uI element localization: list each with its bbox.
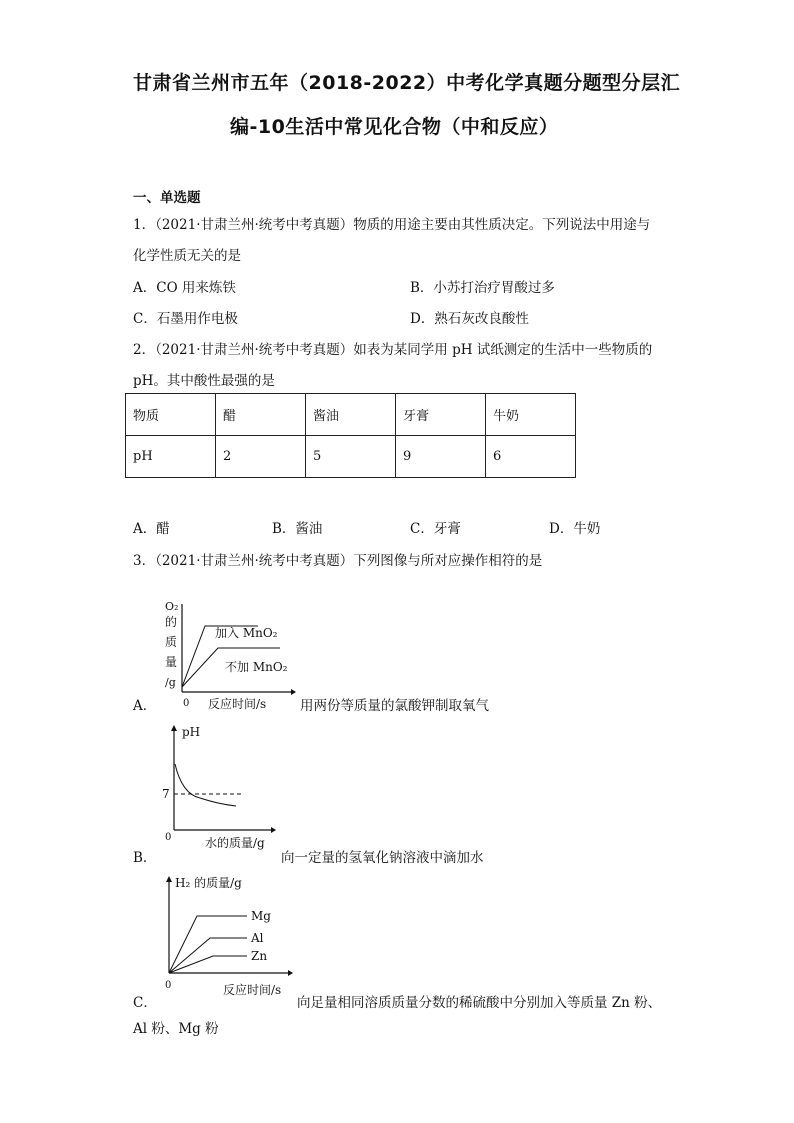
ph-7-tick-label: 7 [162, 787, 170, 801]
table-row [126, 394, 576, 436]
table-cell: 2 [216, 436, 306, 478]
q3-option-a-label: A． [133, 698, 157, 714]
y-axis-label-line2: 的 [165, 615, 178, 629]
series-line-zn [169, 956, 247, 973]
x-axis-arrow [291, 689, 296, 695]
y-axis-label-line5: /g [165, 676, 176, 689]
table-cell: 6 [486, 436, 576, 478]
q1-option-d: D．熟石灰改良酸性 [410, 311, 529, 327]
q3-option-b-caption: 向一定量的氢氧化钠溶液中滴加水 [281, 850, 484, 866]
y-axis-label: H₂ 的质量/g [175, 876, 242, 890]
y-axis-label-line1: O₂ [165, 600, 179, 613]
q3-option-c-caption-line2: Al 粉、Mg 粉 [133, 1021, 219, 1037]
y-axis-arrow [171, 725, 177, 731]
q3-option-c-graph [155, 872, 297, 1004]
x-axis-label: 水的质量/g [205, 836, 265, 850]
x-axis-arrow [288, 970, 293, 976]
series-label-al: Al [251, 931, 264, 945]
page-title-line2: 编-10生活中常见化合物（中和反应） [230, 116, 559, 138]
q1-option-c: C．石墨用作电极 [133, 311, 238, 327]
q1-stem-line1: 1．（2021·甘肃兰州·统考中考真题）物质的用途主要由其性质决定。下列说法中用途与 [133, 217, 651, 233]
q3-option-c-caption-line1: 向足量相同溶质质量分数的稀硫酸中分别加入等质量 Zn 粉、 [297, 995, 662, 1011]
origin-label: 0 [165, 980, 172, 991]
q3-option-a-graph [155, 592, 300, 712]
ph-curve [175, 764, 236, 806]
q3-option-a-caption: 用两份等质量的氯酸钾制取氧气 [300, 698, 489, 714]
q3-option-b-graph [160, 722, 280, 862]
series-line-mg [169, 916, 247, 973]
q2-stem-line1: 2．（2021·甘肃兰州·统考中考真题）如表为某同学用 pH 试纸测定的生活中一些物质的 [133, 342, 653, 358]
q2-option-b: B．酱油 [272, 521, 323, 537]
page-title-line1: 甘肃省兰州市五年（2018-2022）中考化学真题分题型分层汇 [133, 72, 681, 94]
y-axis-arrow [166, 876, 172, 882]
table-cell: 酱油 [306, 394, 396, 436]
q1-stem-line2: 化学性质无关的是 [133, 248, 241, 264]
q3-option-c-label: C． [133, 995, 157, 1011]
q3-option-b-label: B． [133, 850, 157, 866]
table-cell: 5 [306, 436, 396, 478]
q2-option-c: C．牙膏 [410, 521, 461, 537]
q3-stem: 3．（2021·甘肃兰州·统考中考真题）下列图像与所对应操作相符的是 [133, 553, 543, 569]
x-axis-label: 反应时间/s [223, 983, 282, 997]
section-heading: 一、单选题 [133, 190, 201, 206]
y-axis-label: pH [182, 725, 201, 739]
y-axis-label-line4: 量 [165, 655, 178, 669]
origin-label: 0 [165, 832, 172, 843]
x-axis-label: 反应时间/s [208, 697, 267, 711]
series-label-with-mno2: 加入 MnO₂ [215, 626, 278, 640]
series-label-zn: Zn [251, 949, 268, 963]
ph-table [125, 393, 576, 478]
x-axis-arrow [271, 827, 276, 833]
table-cell: 醋 [216, 394, 306, 436]
origin-label: 0 [183, 698, 190, 709]
q2-option-d: D．牛奶 [549, 521, 601, 537]
q2-option-a: A．醋 [133, 521, 170, 537]
q1-option-a: A．CO 用来炼铁 [133, 280, 236, 296]
series-label-mg: Mg [251, 909, 271, 923]
table-cell: 牙膏 [396, 394, 486, 436]
table-row [126, 436, 576, 478]
y-axis-label-line3: 质 [165, 635, 178, 649]
table-cell: pH [126, 436, 216, 478]
q2-stem-line2: pH。其中酸性最强的是 [133, 373, 275, 389]
table-cell: 9 [396, 436, 486, 478]
table-cell: 物质 [126, 394, 216, 436]
table-cell: 牛奶 [486, 394, 576, 436]
series-label-without-mno2: 不加 MnO₂ [225, 660, 288, 674]
q1-option-b: B．小苏打治疗胃酸过多 [410, 280, 555, 296]
